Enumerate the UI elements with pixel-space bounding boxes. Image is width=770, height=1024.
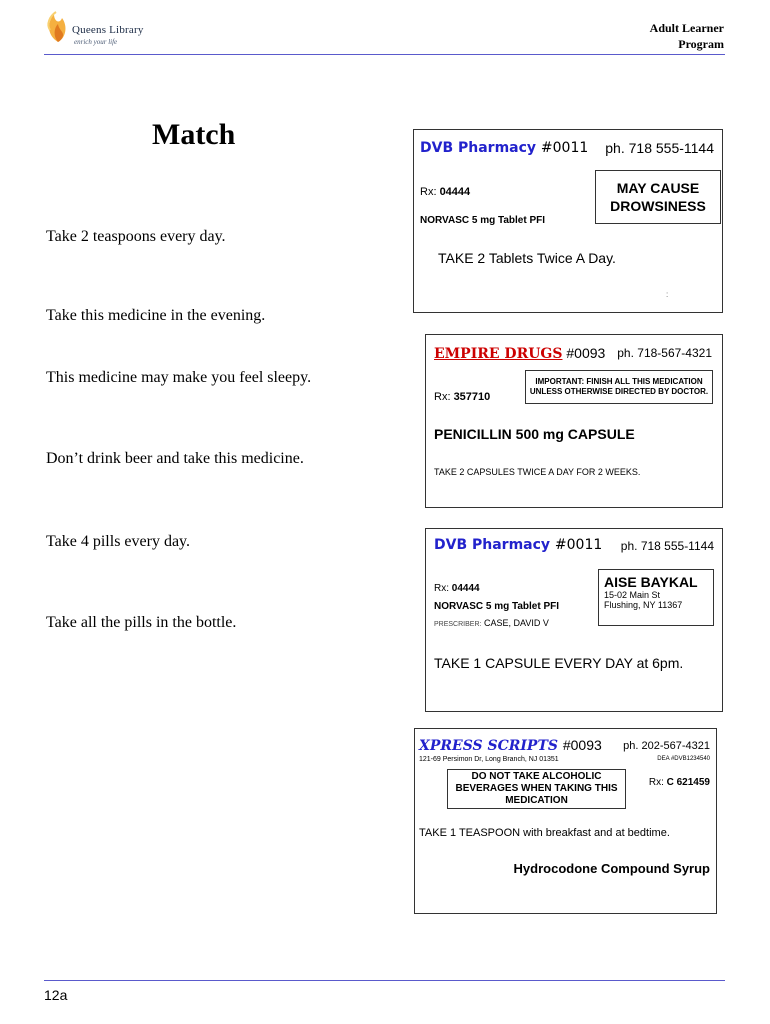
- phrase-3: This medicine may make you feel sleepy.: [46, 369, 312, 386]
- rx-prefix: Rx:: [420, 186, 437, 198]
- logo-name: Queens Library: [72, 24, 144, 36]
- patient-address-2: Flushing, NY 11367: [604, 600, 683, 610]
- warning-box: IMPORTANT: FINISH ALL THIS MEDICATION UNLESS OTHERWISE DIRECTED BY DOCTOR.: [525, 370, 713, 404]
- prescriber-line: [434, 618, 549, 628]
- phrase-4: Don’t drink beer and take this medicine.: [46, 450, 304, 467]
- drug-name: NORVASC 5 mg Tablet PFI: [434, 601, 560, 612]
- prescriber-name: CASE, DAVID V: [483, 618, 549, 628]
- patient-name: AISE BAYKAL: [604, 574, 698, 590]
- pharmacy-phone: ph. 718-567-4321: [617, 346, 712, 360]
- logo-tagline: enrich your life: [74, 38, 118, 46]
- page-title: Match: [152, 118, 236, 151]
- rx-number: C 621459: [666, 777, 710, 788]
- patient-address-1: 15-02 Main St: [604, 590, 661, 600]
- pharmacy-phone: ph. 718 555-1144: [605, 140, 714, 156]
- rx-prefix: Rx:: [648, 777, 664, 788]
- label-mark: :: [666, 290, 669, 299]
- program-line-2: Program: [678, 37, 724, 51]
- program-line-1: Adult Learner: [649, 21, 724, 35]
- store-number: #0093: [566, 345, 606, 361]
- phrase-1: Take 2 teaspoons every day.: [46, 228, 226, 245]
- drug-name: PENICILLIN 500 mg CAPSULE: [434, 426, 635, 442]
- pharmacy-phone: ph. 202-567-4321: [623, 740, 710, 752]
- pharmacy-name: XPRESS SCRIPTS: [419, 738, 558, 754]
- directions: TAKE 2 CAPSULES TWICE A DAY FOR 2 WEEKS.: [434, 467, 641, 477]
- rx-line: [649, 777, 710, 788]
- rx-line: [434, 583, 480, 594]
- rx-line: [434, 391, 490, 403]
- prescriber-prefix: PRESCRIBER:: [434, 621, 482, 628]
- dea-number: DEA #DVB1234540: [657, 756, 710, 762]
- directions: TAKE 1 TEASPOON with breakfast and at bedtime.: [419, 827, 670, 839]
- pharmacy-phone: ph. 718 555-1144: [620, 539, 714, 553]
- store-number: #0093: [562, 737, 602, 753]
- rx-number: 357710: [453, 391, 491, 403]
- pharmacy-name: DVB Pharmacy: [434, 537, 551, 553]
- warning-box: MAY CAUSE DROWSINESS: [595, 170, 721, 224]
- pharmacy-address: 121-69 Persimon Dr, Long Branch, NJ 01351: [419, 756, 559, 763]
- logo-flame-icon: [44, 10, 74, 44]
- phrase-5: Take 4 pills every day.: [46, 533, 191, 550]
- footer-divider: [44, 980, 725, 981]
- rx-number: 04444: [451, 583, 480, 594]
- prescription-label-2: [425, 334, 723, 508]
- drug-name: NORVASC 5 mg Tablet PFI: [420, 215, 546, 226]
- store-number: #0011: [554, 537, 603, 553]
- warning-box: DO NOT TAKE ALCOHOLIC BEVERAGES WHEN TAKING THIS MEDICATION: [447, 769, 626, 809]
- prescription-label-3: [425, 528, 723, 712]
- rx-number: 04444: [439, 186, 471, 198]
- page-number: 12a: [44, 987, 68, 1003]
- header-divider: [44, 54, 725, 55]
- rx-line: [420, 186, 470, 198]
- patient-box: [598, 569, 714, 626]
- rx-prefix: Rx:: [434, 583, 449, 594]
- drug-name: Hydrocodone Compound Syrup: [513, 861, 710, 876]
- store-number: #0011: [540, 140, 589, 156]
- prescription-label-4: [414, 728, 717, 914]
- phrase-2: Take this medicine in the evening.: [46, 307, 266, 324]
- directions: TAKE 2 Tablets Twice A Day.: [438, 250, 616, 266]
- pharmacy-name: DVB Pharmacy: [420, 140, 537, 156]
- pharmacy-name: EMPIRE DRUGS: [434, 346, 563, 362]
- rx-prefix: Rx:: [434, 391, 451, 403]
- phrase-6: Take all the pills in the bottle.: [46, 614, 237, 631]
- directions: TAKE 1 CAPSULE EVERY DAY at 6pm.: [434, 655, 684, 671]
- prescription-label-1: [413, 129, 723, 313]
- program-title: [650, 20, 724, 52]
